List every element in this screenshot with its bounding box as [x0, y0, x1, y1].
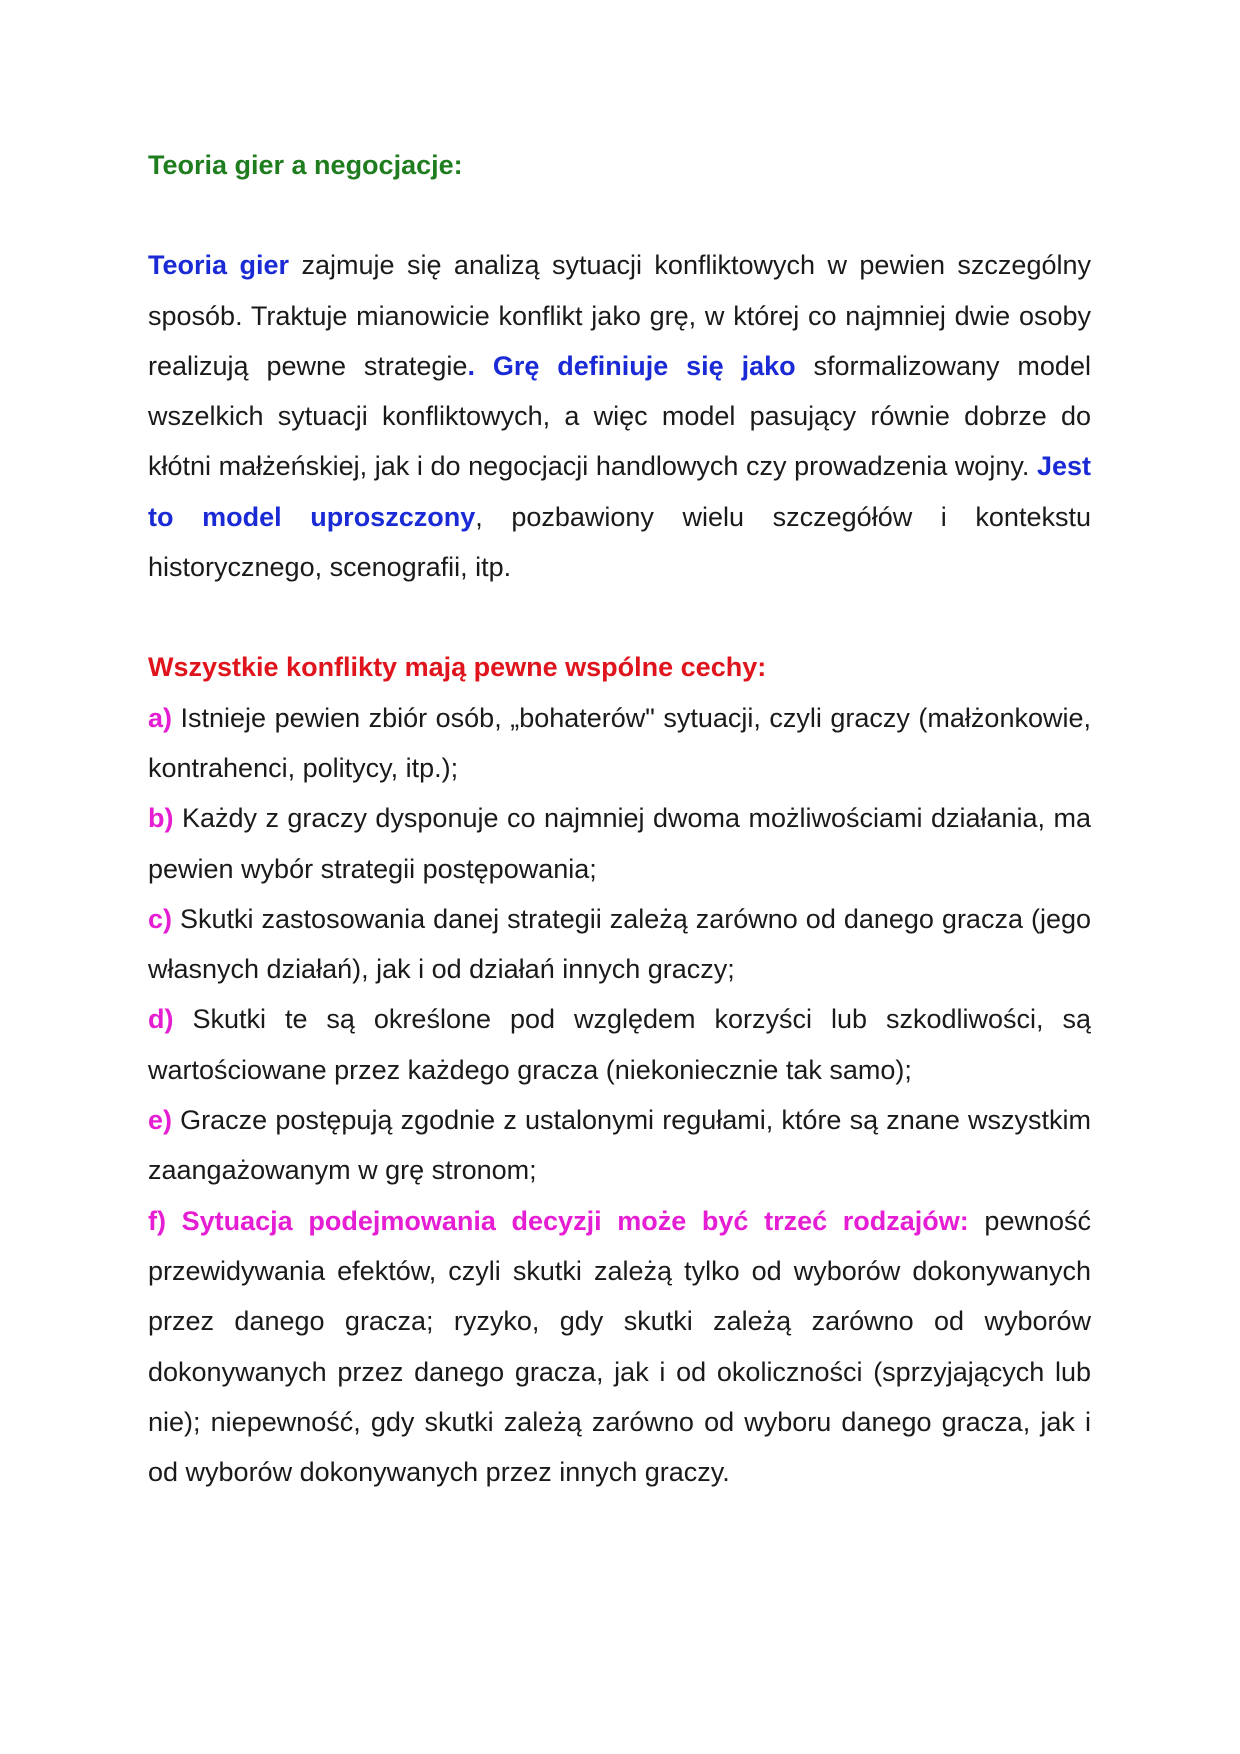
document-title: Teoria gier a negocjacje:: [148, 150, 463, 180]
intro-paragraph: [148, 240, 1091, 592]
feature-item: [148, 693, 1091, 794]
feature-f-heading: f) Sytuacja podejmowania decyzji może być trzeć rodzajów:: [148, 1205, 969, 1236]
intro-dot: .: [467, 350, 493, 381]
feature-text: Skutki zastosowania danej strategii zależą zarówno od danego gracza (jego własnych działań), jak i od działań innych graczy;: [148, 903, 1091, 985]
feature-marker: e): [148, 1105, 173, 1136]
intro-highlight-1: Grę definiuje się jako: [492, 350, 796, 381]
feature-text: Skutki te są określone pod względem korzyści lub szkodliwości, są wartościowane przez każdego gracza (niekoniecznie tak samo);: [148, 1004, 1091, 1085]
feature-item: [148, 894, 1091, 995]
document-body: [148, 140, 1091, 1497]
feature-item: [148, 1095, 1091, 1196]
intro-term: Teoria gier: [148, 250, 289, 281]
feature-item: [148, 994, 1091, 1095]
intro-highlight-2: Jest to model uproszczony: [148, 451, 1091, 532]
feature-marker: b): [148, 803, 174, 834]
spacer: [148, 592, 1091, 642]
feature-marker: c): [148, 903, 173, 934]
feature-text: Gracze postępują zgodnie z ustalonymi regułami, które są znane wszystkim zaangażowanym w grę stronom;: [148, 1105, 1091, 1186]
feature-item-f: [148, 1196, 1091, 1498]
feature-text: Istnieje pewien zbiór osób, „bohaterów" sytuacji, czyli graczy (małżonkowie, kontrahenci, politycy, itp.);: [148, 702, 1091, 783]
spacer: [148, 190, 1091, 240]
intro-text-2: sformalizowany model wszelkich sytuacji konfliktowych, a więc model pasujący równie dobrze do kłótni małżeńskiej, jak i do negocjacji handlowych czy prowadzenia wojny.: [148, 350, 1091, 482]
intro-text-3: , pozbawiony wielu szczegółów i kontekstu historycznego, scenografii, itp.: [148, 501, 1091, 583]
feature-item: [148, 793, 1091, 894]
feature-text: Każdy z graczy dysponuje co najmniej dwoma możliwościami działania, ma pewien wybór strategii postępowania;: [148, 803, 1091, 884]
feature-marker: a): [148, 702, 173, 733]
feature-f-text: pewność przewidywania efektów, czyli skutki zależą tylko od wyborów dokonywanych przez danego gracza; ryzyko, gdy skutki zależą zarówno od wyborów dokonywanych przez danego gracza, jak i od okoliczności (sprzyjających lub nie); niepewność, gdy skutki zależą zarówno od wyboru danego gracza, jak i od wyborów dokonywanych przez innych graczy.: [148, 1205, 1091, 1488]
feature-marker: d): [148, 1004, 174, 1035]
features-heading: Wszystkie konflikty mają pewne wspólne cechy:: [148, 652, 767, 683]
intro-text-1: zajmuje się analizą sytuacji konfliktowych w pewien szczególny sposób. Traktuje mianowicie konflikt jako grę, w której co najmniej dwie osoby realizują pewne strategie: [148, 250, 1091, 381]
